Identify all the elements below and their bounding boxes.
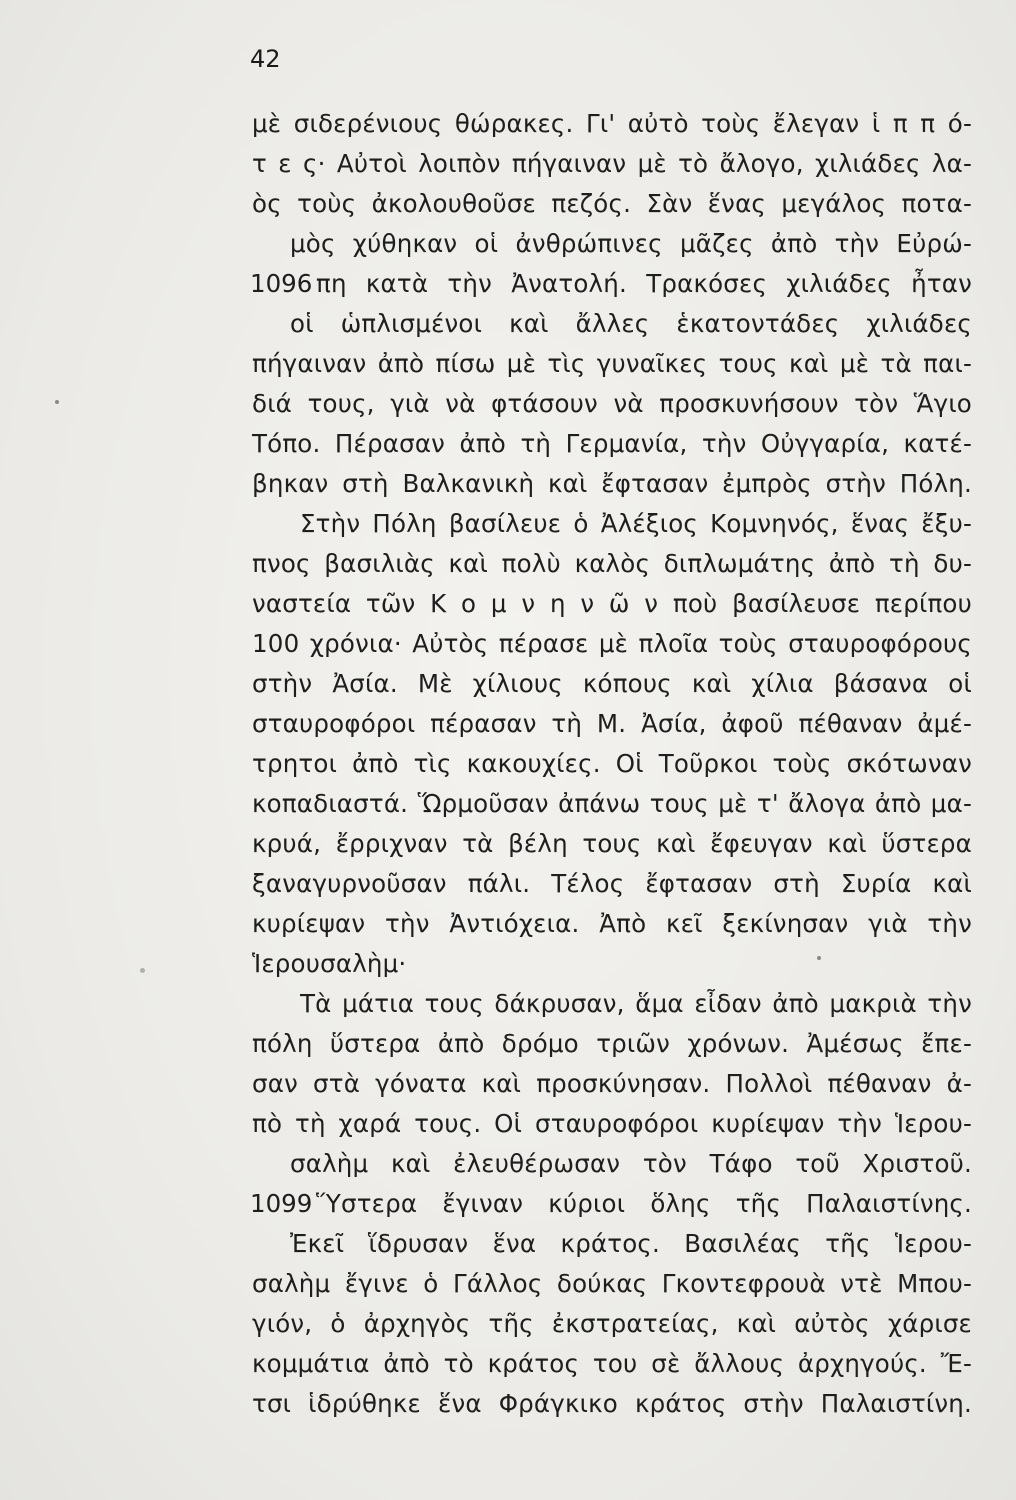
text-line: κυρίεψαν τὴν Ἀντιόχεια. Ἀπὸ κεῖ ξεκίνησαν γιὰ τὴν bbox=[252, 909, 972, 938]
text-line: Τόπο. Πέρασαν ἀπὸ τὴ Γερμανία, τὴν Οὐγγαρία, κατέ- bbox=[252, 429, 972, 458]
text-line: πνος βασιλιὰς καὶ πολὺ καλὸς διπλωμάτης ἀπὸ τὴ δυ- bbox=[252, 549, 972, 578]
margin-year-1099: 1099 bbox=[250, 1189, 313, 1218]
text-line: μὸς χύθηκαν οἱ ἀνθρώπινες μᾶζες ἀπὸ τὴν Εὐρώ- bbox=[290, 229, 972, 258]
text-line: ὸς τοὺς ἀκολουθοῦσε πεζός. Σὰν ἕνας μεγάλος ποτα- bbox=[252, 189, 972, 218]
text-line: Ὕστερα ἔγιναν κύριοι ὅλης τῆς Παλαιστίνης. bbox=[316, 1189, 972, 1218]
page-number: 42 bbox=[250, 45, 281, 73]
text-line: σαν στὰ γόνατα καὶ προσκύνησαν. Πολλοὶ πέθαναν ἀ- bbox=[252, 1069, 972, 1098]
text-line: σταυροφόροι πέρασαν τὴ Μ. Ἀσία, ἀφοῦ πέθαναν ἀμέ- bbox=[252, 709, 972, 738]
text-line: γιόν, ὁ ἀρχηγὸς τῆς ἐκστρατείας, καὶ αὐτὸς χάρισε bbox=[252, 1309, 972, 1338]
text-line: πήγαιναν ἀπὸ πίσω μὲ τὶς γυναῖκες τους καὶ μὲ τὰ παι- bbox=[252, 349, 972, 378]
text-line: σαλὴμ ἔγινε ὁ Γάλλος δούκας Γκοντεφρουὰ ντὲ Μπου- bbox=[252, 1269, 972, 1298]
text-line: ναστεία τῶν Κ ο μ ν η ν ῶ ν ποὺ βασίλευσε περίπου bbox=[252, 589, 972, 618]
text-line: Ἐκεῖ ἵδρυσαν ἕνα κράτος. Βασιλέας τῆς Ἱερου- bbox=[290, 1229, 972, 1258]
text-line: τ ε ς· Αὐτοὶ λοιπὸν πήγαιναν μὲ τὸ ἄλογο, χιλιάδες λα- bbox=[252, 149, 972, 178]
text-line: κοπαδιαστά. Ὥρμοῦσαν ἀπάνω τους μὲ τ' ἄλογα ἀπὸ μα- bbox=[252, 789, 972, 818]
text-line: κομμάτια ἀπὸ τὸ κράτος του σὲ ἄλλους ἀρχηγούς. Ἔ- bbox=[252, 1349, 972, 1378]
text-line: Στὴν Πόλη βασίλευε ὁ Ἀλέξιος Κομνηνός, ἕνας ἔξυ- bbox=[300, 509, 972, 538]
text-line: διά τους, γιὰ νὰ φτάσουν νὰ προσκυνήσουν τὸν Ἅγιο bbox=[252, 389, 972, 418]
text-line: σαλὴμ καὶ ἐλευθέρωσαν τὸν Τάφο τοῦ Χριστοῦ. bbox=[290, 1149, 972, 1178]
text-line: πὸ τὴ χαρά τους. Οἱ σταυροφόροι κυρίεψαν τὴν Ἱερου- bbox=[252, 1109, 972, 1138]
text-line: στὴν Ἀσία. Μὲ χίλιους κόπους καὶ χίλια βάσανα οἱ bbox=[252, 669, 972, 698]
text-line: κρυά, ἔρριχναν τὰ βέλη τους καὶ ἔφευγαν καὶ ὕστερα bbox=[252, 829, 972, 858]
text-line: ξαναγυρνοῦσαν πάλι. Τέλος ἔφτασαν στὴ Συρία καὶ bbox=[252, 869, 972, 898]
text-line: μὲ σιδερένιους θώρακες. Γι' αὐτὸ τοὺς ἔλεγαν ἱ π π ό- bbox=[252, 109, 972, 138]
text-line: βηκαν στὴ Βαλκανικὴ καὶ ἔφτασαν ἐμπρὸς στὴν Πόλη. bbox=[252, 469, 972, 498]
margin-year-1096: 1096 bbox=[250, 269, 313, 298]
text-line: πη κατὰ τὴν Ἀνατολή. Τρακόσες χιλιάδες ἦταν bbox=[316, 269, 972, 298]
text-line: τρητοι ἀπὸ τὶς κακουχίες. Οἱ Τοῦρκοι τοὺς σκότωναν bbox=[252, 749, 972, 778]
text-line: πόλη ὕστερα ἀπὸ δρόμο τριῶν χρόνων. Ἀμέσως ἔπε- bbox=[252, 1029, 972, 1058]
text-line: 100 χρόνια· Αὐτὸς πέρασε μὲ πλοῖα τοὺς σταυροφόρους bbox=[252, 629, 972, 658]
scan-speck bbox=[140, 968, 145, 973]
scan-speck bbox=[55, 400, 59, 404]
text-line: οἱ ὡπλισμένοι καὶ ἄλλες ἑκατοντάδες χιλιάδες bbox=[290, 309, 972, 338]
text-line: Τὰ μάτια τους δάκρυσαν, ἅμα εἶδαν ἀπὸ μακριὰ τὴν bbox=[300, 989, 972, 1018]
scan-speck bbox=[817, 956, 821, 960]
text-line: τσι ἱδρύθηκε ἕνα Φράγκικο κράτος στὴν Παλαιστίνη. bbox=[252, 1389, 972, 1418]
text-line: Ἱερουσαλὴμ· bbox=[252, 949, 407, 978]
